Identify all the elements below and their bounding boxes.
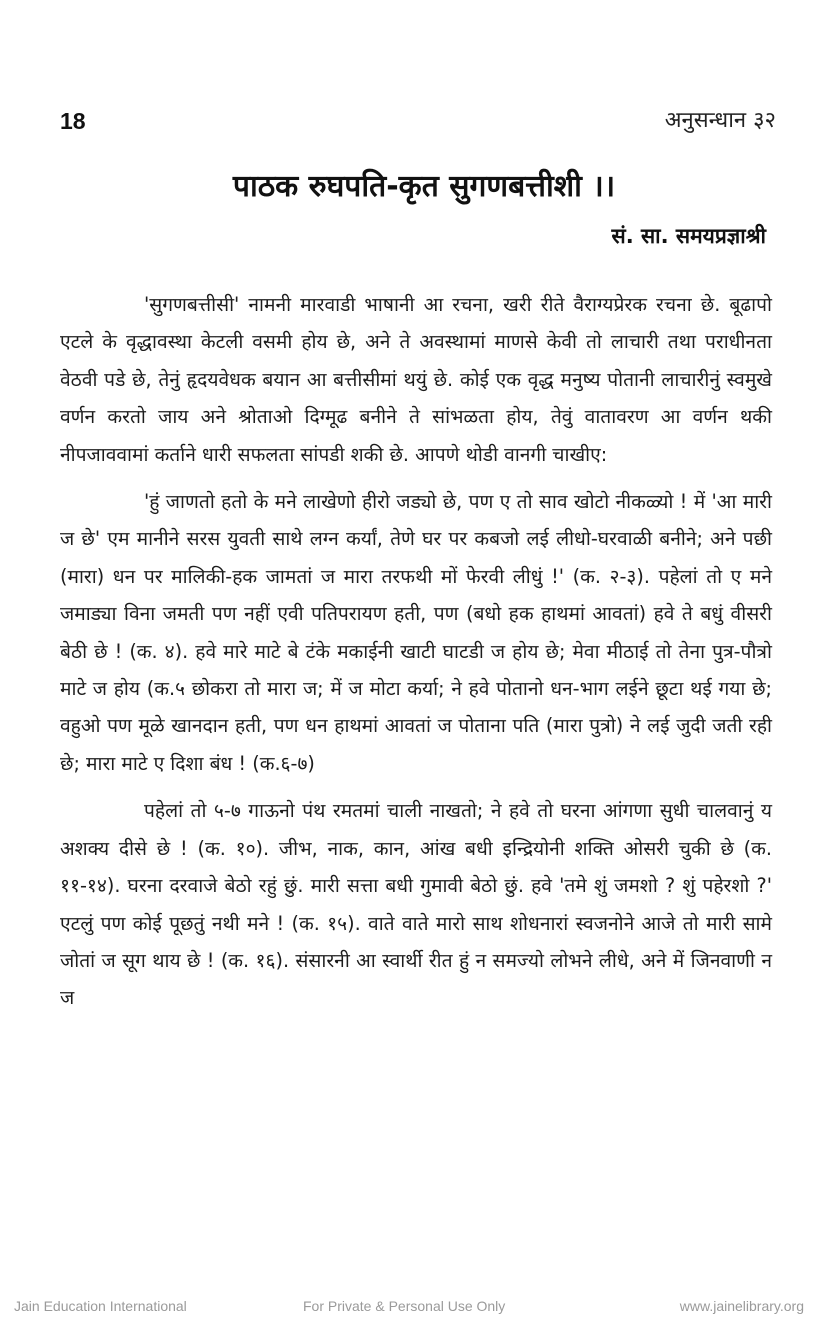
page-number: 18 [60, 108, 86, 134]
footer-website: www.jainelibrary.org [679, 1298, 804, 1314]
article-author: सं. सा. समयप्रज्ञाश्री [611, 224, 766, 248]
footer-publisher: Jain Education International [14, 1298, 187, 1314]
paragraph: पहेलां तो ५-७ गाऊनो पंथ रमतमां चाली नाखतो; ने हवे तो घरना आंगणा सुधी चालवानुं य अशक्य दीसे छे ! (क. १०). जीभ, नाक, कान, आंख बधी इन्द्रियोनी शक्ति ओसरी चुकी छे (क. ११-१४). घरना दरवाजे बेठो रहुं छुं. मारी सत्ता बधी गुमावी बेठो छुं. हवे 'तमे शुं जमशो ? शुं पहेरशो ?' एटलुं पण कोई पूछतुं नथी मने ! (क. १५). वाते वाते मारो साथ शोधनारां स्वजनोने आजे तो मारी सामे जोतां ज सूग थाय छे ! (क. १६). संसारनी आ स्वार्थी रीत हुं न समज्यो लोभने लीधे, अने में जिनवाणी न ज [60, 799, 772, 1010]
paragraph: 'हुं जाणतो हतो के मने लाखेणो हीरो जड्यो छे, पण ए तो साव खोटो नीकळ्यो ! में 'आ मारी ज छे' एम मानीने सरस युवती साथे लग्न कर्यां, तेणे घर पर कबजो लई लीधो-घरवाळी बनीने; अने पछी (मारा) धन पर मालिकी-हक जामतां ज मारा तरफथी मों फेरवी लीधुं !' (क. २-३). पहेलां तो ए मने जमाड्या विना जमती पण नहीं एवी पतिपरायण हती, पण (बधो हक हाथमां आवतां) हवे ते बधुं वीसरी बेठी छे ! (क. ४). हवे मारे माटे बे टंके मकाईनी खाटी घाटडी ज होय छे; मेवा मीठाई तो तेना पुत्र-पौत्रो माटे ज होय (क.५ छोकरा तो मारा ज; में ज मोटा कर्या; ने हवे पोतानो धन-भाग लईने छूटा थई गया छे; वहुओ पण मूळे खानदान हती, पण धन हाथमां आवतां ज पोताना पति (मारा पुत्रो) ने लई जुदी जती रही छे; मारा माटे ए दिशा बंध ! (क.६-७) [60, 490, 772, 775]
paragraph: 'सुगणबत्तीसी' नामनी मारवाडी भाषानी आ रचना, खरी रीते वैराग्यप्रेरक रचना छे. बूढापो एटले के वृद्धावस्था केटली वसमी होय छे, अने ते अवस्थामां माणसे केवी तो लाचारी तथा पराधीनता वेठवी पडे छे, तेनुं हृदयवेधक बयान आ बत्तीसीमां थयुं छे. कोई एक वृद्ध मनुष्य पोतानी लाचारीनुं स्वमुखे वर्णन करतो जाय अने श्रोताओ दिग्मूढ बनीने ते सांभळता होय, तेवुं वातावरण आ वर्णन थकी नीपजाववामां कर्ताने धारी सफलता सांपडी शकी छे. आपणे थोडी वानगी चाखीए: [60, 293, 772, 466]
running-header: अनुसन्धान ३२ [664, 108, 776, 133]
article-body [60, 286, 772, 1017]
article-title: पाठक रुघपति-कृत सुगणबत्तीशी ।। [232, 169, 616, 204]
footer-usage-notice: For Private & Personal Use Only [303, 1298, 506, 1314]
footer-watermark [0, 1298, 828, 1322]
